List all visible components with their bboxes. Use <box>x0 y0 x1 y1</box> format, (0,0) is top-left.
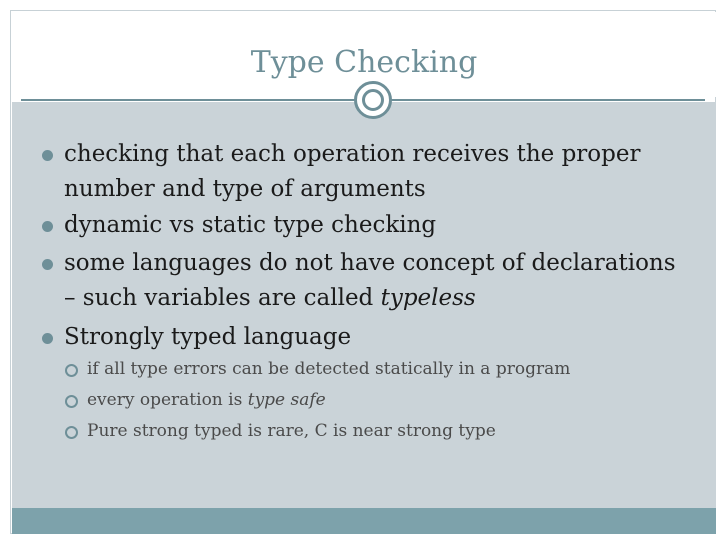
filled-circle-bullet-icon <box>42 221 53 232</box>
double-ring-icon <box>354 81 392 119</box>
bullet-emphasis: typeless <box>380 285 476 311</box>
bullet-text: checking that each operation receives the proper number and type of arguments <box>64 141 641 202</box>
sub-bullet-item <box>65 387 685 413</box>
hollow-circle-bullet-icon <box>65 364 78 377</box>
bullet-text: Strongly typed language <box>64 324 352 350</box>
sub-bullet-item <box>65 356 685 382</box>
hollow-circle-bullet-icon <box>65 395 78 408</box>
bullet-item <box>42 246 692 316</box>
bullet-text: some languages do not have concept of declarations – such variables are called <box>64 250 676 311</box>
bullet-text: dynamic vs static type checking <box>64 212 437 238</box>
filled-circle-bullet-icon <box>42 259 53 270</box>
sub-bullet-text: if all type errors can be detected statically in a program <box>87 359 571 379</box>
footer-band <box>12 508 716 534</box>
bullet-item <box>42 137 692 207</box>
slide <box>10 10 716 534</box>
bullet-item <box>42 320 692 355</box>
ring-inner <box>362 89 384 111</box>
sub-bullet-text: Pure strong typed is rare, C is near strong type <box>87 421 496 441</box>
bullet-item <box>42 208 692 243</box>
sub-bullet-item <box>65 418 685 444</box>
sub-bullet-text: every operation is <box>87 390 248 410</box>
content-panel <box>12 102 716 508</box>
filled-circle-bullet-icon <box>42 333 53 344</box>
slide-title: Type Checking <box>250 45 478 80</box>
hollow-circle-bullet-icon <box>65 426 78 439</box>
sub-bullet-emphasis: type safe <box>247 390 326 410</box>
filled-circle-bullet-icon <box>42 150 53 161</box>
